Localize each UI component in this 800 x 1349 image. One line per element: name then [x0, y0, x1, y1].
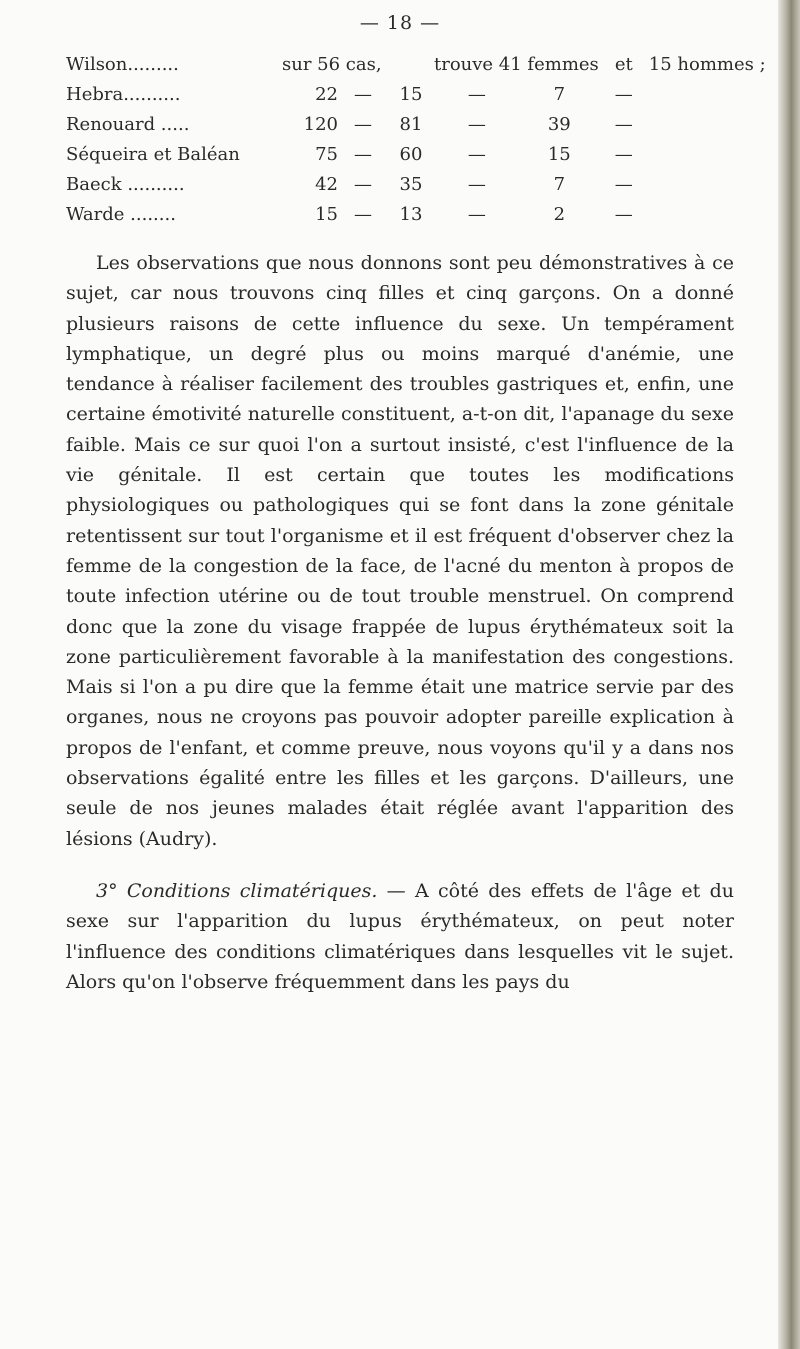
paragraph-sex-influence: Les observations que nous donnons sont peu démonstratives à ce sujet, car nous trouvons cinq filles et cinq garçons. On a donné plusieurs raisons de cette influence du sexe. Un tempérament lymphatique, un degré plus ou moins marqué d'anémie, une tendance à réaliser facilement des troubles gastriques et, enfin, une certaine émotivité naturelle constituent, a-t-on dit, l'apanage du sexe faible. Mais ce sur quoi l'on a surtout insisté, c'est l'influence de la vie génitale. Il est certain que toutes les modifications physiologiques ou pathologiques qui se font dans la zone génitale retentissent sur tout l'organisme et il est fréquent d'observer chez la femme de la congestion de la face, de l'acné du menton à propos de toute infection utérine ou de tout trouble menstruel. On comprend donc que la zone du visage frappée de lupus érythémateux soit la zone particulièrement favorable à la manifestation des congestions. Mais si l'on a pu dire que la femme était une matrice servie par des organes, nous ne croyons pas pouvoir adopter pareille explication à propos de l'enfant, et comme preuve, nous voyons qu'il y a dans nos observations égalité entre les filles et les garçons. D'ailleurs, une seule de nos jeunes malades était réglée avant l'apparition des lésions (Audry).	[66, 252, 734, 850]
table-row	[66, 170, 789, 200]
paragraph-climate-text: — A côté des effets de l'âge et du sexe sur l'apparition du lupus érythémateux, on peut noter l'influence des conditions climatériques dans lesquelles vit le sujet. Alors qu'on l'observe fréquemment dans les pays du	[66, 879, 734, 993]
table-row	[66, 140, 789, 170]
separator: —	[354, 144, 372, 165]
separator: —	[354, 84, 372, 105]
author-name: Séqueira et Baléan	[66, 144, 240, 165]
author-name: Hebra..........	[66, 84, 181, 105]
women-count: 81	[399, 114, 423, 135]
separator: —	[614, 144, 633, 165]
separator: —	[614, 174, 633, 195]
table-row	[66, 200, 789, 230]
separator: —	[354, 114, 372, 135]
paragraph-climate	[66, 876, 734, 997]
men-count: 39	[547, 114, 571, 135]
women-count: 60	[399, 144, 423, 165]
author-name: Renouard .....	[66, 114, 190, 135]
table-row	[66, 50, 789, 80]
separator: —	[467, 204, 486, 225]
section-heading: 3° Conditions climatériques.	[96, 879, 378, 902]
author-name: Baeck ..........	[66, 174, 185, 195]
case-total: 120	[303, 114, 338, 135]
women-count: 35	[399, 174, 423, 195]
separator: —	[467, 144, 486, 165]
men-count: 15	[547, 144, 571, 165]
separator: et	[614, 54, 633, 75]
table-row	[66, 110, 789, 140]
case-total: 42	[315, 174, 338, 195]
author-name: Warde ........	[66, 204, 176, 225]
case-total: 22	[315, 84, 338, 105]
case-total: sur 56 cas,	[282, 54, 382, 75]
men-count: 2	[553, 204, 566, 225]
separator: —	[614, 204, 633, 225]
separator: —	[614, 84, 633, 105]
separator: —	[467, 174, 486, 195]
author-name: Wilson.........	[66, 54, 179, 75]
separator: —	[354, 204, 372, 225]
men-count: 7	[553, 174, 566, 195]
separator: —	[614, 114, 633, 135]
separator: —	[354, 174, 372, 195]
women-count: trouve 41 femmes	[434, 54, 599, 75]
women-count: 13	[399, 204, 423, 225]
table-row	[66, 80, 789, 110]
women-count: 15	[399, 84, 423, 105]
page-number: — 18 —	[359, 12, 441, 34]
statistics-table	[66, 50, 789, 230]
men-count: 7	[553, 84, 566, 105]
case-total: 15	[315, 204, 338, 225]
separator: —	[467, 84, 486, 105]
case-total: 75	[315, 144, 338, 165]
men-count: 15 hommes ;	[648, 54, 766, 75]
separator: —	[467, 114, 486, 135]
body-text	[66, 248, 734, 997]
